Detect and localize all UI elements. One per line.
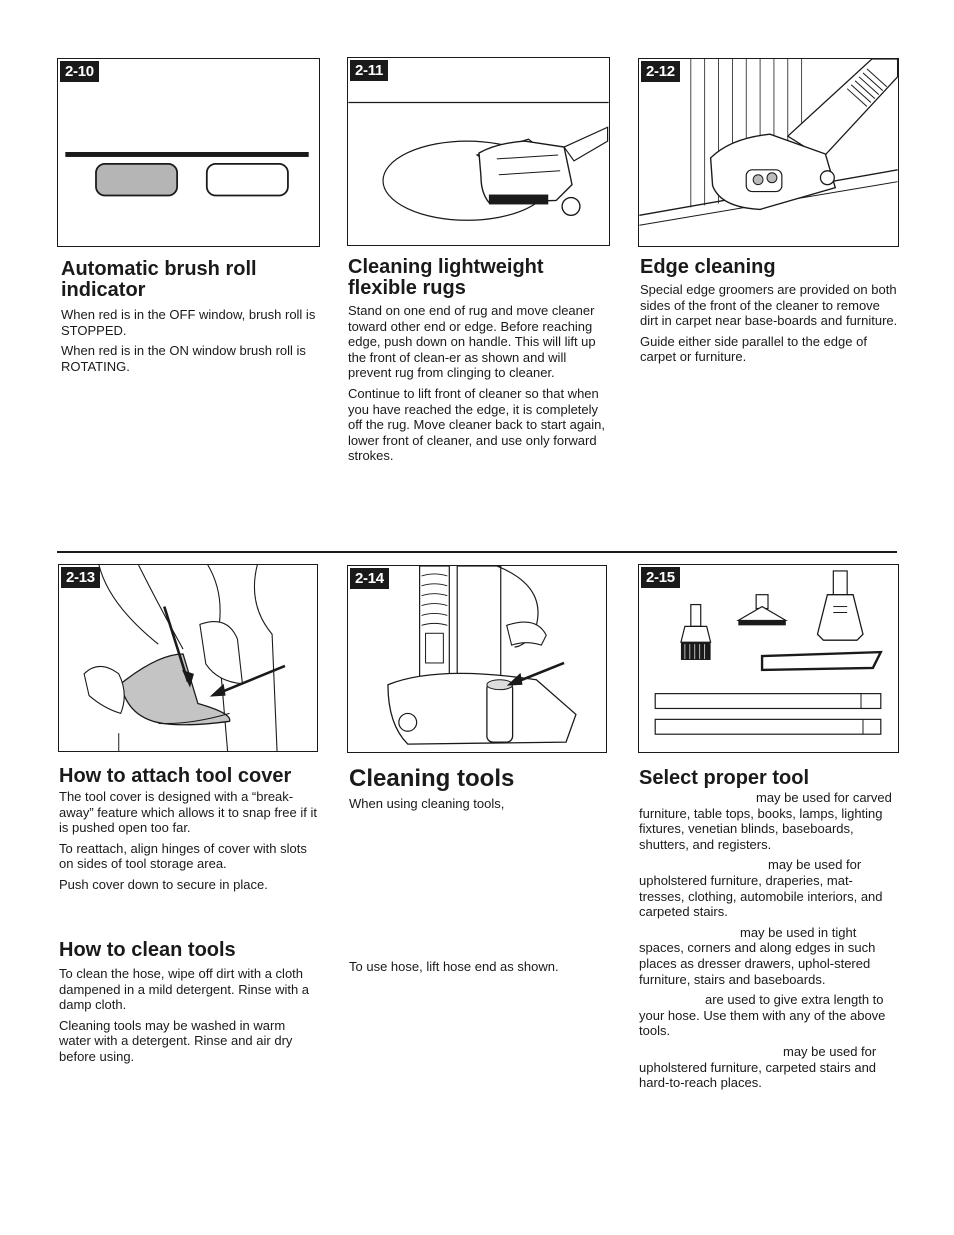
clean-tools-section — [59, 940, 317, 1070]
paragraph: To use hose, lift hose end as shown. — [349, 959, 559, 974]
paragraph-text: are used to give extra length to your hose. Use them with any of the above tools. — [639, 992, 886, 1039]
figure-number: 2-15 — [641, 567, 680, 588]
section-heading: How to clean tools — [59, 939, 236, 961]
select-tool-section — [639, 768, 897, 1096]
hose-illustration — [348, 566, 606, 752]
paragraph: Guide either side parallel to the edge of carpet or furniture. — [640, 333, 867, 365]
section-heading: Cleaning tools — [349, 765, 515, 792]
paragraph-text: may be used for carved furniture, table tops, books, lamps, lighting fixtures, venetian blinds, baseboards, shutters, and registers. — [639, 790, 892, 852]
section-divider — [57, 551, 897, 553]
paragraph: Push cover down to secure in place. — [59, 876, 268, 892]
figure-number: 2-13 — [61, 567, 100, 588]
extension-wand-icon — [655, 694, 881, 709]
paragraph: To clean the hose, wipe off dirt with a cloth dampened in a mild detergent. Rinse with a damp cloth. — [59, 966, 310, 1013]
turbo-tool-icon — [817, 571, 863, 640]
edge-cleaning-section — [640, 257, 898, 370]
tool-cover-section — [59, 765, 317, 898]
section-heading: Select proper tool — [639, 767, 810, 789]
edge-cleaning-illustration — [639, 59, 898, 246]
rug-cleaning-section — [348, 257, 608, 469]
extension-wand-icon — [655, 719, 881, 734]
paragraph — [639, 925, 897, 987]
figure-2-12 — [638, 58, 899, 247]
paragraph: When using cleaning tools, — [349, 796, 505, 811]
paragraph-text: may be used for upholstered furniture, draperies, mat-tresses, clothing, automobile interiors, and carpeted stairs. — [639, 857, 883, 920]
dusting-brush-icon — [681, 605, 711, 660]
paragraph: When red is in the OFF window, brush roll is STOPPED. — [61, 307, 316, 338]
upholstery-tool-icon — [738, 595, 785, 626]
paragraph: Stand on one end of rug and move cleaner toward other end or edge. Before reaching edge, push down on handle. This will lift up the front of clean-er as shown and will prevent rug from clinging to cleaner. — [348, 303, 596, 381]
paragraph — [639, 992, 897, 1039]
paragraph: When red is in the ON window brush roll is ROTATING. — [61, 343, 306, 374]
figure-number: 2-14 — [350, 568, 389, 589]
paragraph: Special edge groomers are provided on both sides of the front of the cleaner to remove dirt in carpet near base-boards and furniture. — [640, 282, 898, 329]
section-heading: Automatic brush roll indicator — [61, 258, 257, 301]
paragraph — [639, 1044, 897, 1091]
paragraph — [639, 790, 897, 852]
crevice-tool-icon — [762, 652, 881, 670]
paragraph-text: may be used in tight spaces, corners and along edges in such places as dresser drawers, uphol-stered furniture, stairs and baseboards. — [639, 924, 876, 987]
tools-illustration — [639, 565, 898, 752]
tool-cover-illustration — [59, 565, 317, 751]
paragraph: Cleaning tools may be washed in warm water with a detergent. Rinse and air dry before using. — [59, 1017, 293, 1064]
section-heading: How to attach tool cover — [59, 765, 292, 787]
paragraph: To reattach, align hinges of cover with slots on sides of tool storage area. — [59, 840, 307, 872]
section-heading: Edge cleaning — [640, 256, 776, 278]
figure-number: 2-11 — [350, 60, 388, 81]
paragraph — [639, 857, 897, 919]
figure-2-11 — [347, 57, 610, 246]
figure-2-10 — [57, 58, 320, 247]
figure-2-15 — [638, 564, 899, 753]
paragraph: The tool cover is designed with a “break-away” feature which allows it to snap free if it is pushed open too far. — [59, 789, 317, 836]
section-heading: Cleaning lightweight flexible rugs — [348, 256, 544, 299]
figure-2-13 — [58, 564, 318, 752]
figure-2-14 — [347, 565, 607, 753]
brush-roll-indicator-section — [61, 259, 323, 379]
brush-roll-indicator-illustration — [58, 59, 319, 246]
figure-number: 2-12 — [641, 61, 680, 82]
paragraph-text: may be used for upholstered furniture, carpeted stairs and hard-to-reach places. — [639, 1043, 877, 1091]
paragraph: Continue to lift front of cleaner so that when you have reached the edge, it is completely off the rug. Move cleaner back to start again, lower front of cleaner, and use only forward strokes. — [348, 385, 606, 464]
rug-cleaning-illustration — [348, 58, 609, 245]
figure-number: 2-10 — [60, 61, 99, 82]
cleaning-tools-section — [349, 765, 609, 974]
